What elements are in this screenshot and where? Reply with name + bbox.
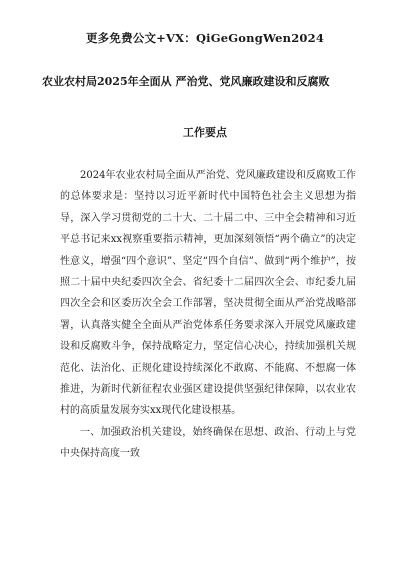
body-paragraph-1: 2024年农业农村局全面从严治党、党风廉政建设和反腐败工作的总体要求是：坚持以习近平新时代中国特色社会主义思想为指导，深入学习贯彻党的二十大、二十届二中、三中全会精神和习近平总书记来xx视察重要指示精神，更加深刻领悟“两个确立”的决定性意义，增强“四个意识”、坚定“四个自信”、做到“两个维护”，按照二十届中央纪委四次全会、省纪委十二届四次全会、市纪委九届四次全会和区委历次全会工作部署，坚决贯彻全面从严治党战略部署，认真落实健全全面从严治党体系任务要求深入开展党风廉政建设和反腐败斗争，保持战略定力，坚定信心决心，持续加强机关规范化、法治化、正规化建设持续深化不敢腐、不能腐、不想腐一体推进，为新时代新征程农业强区建设提供坚强纪律保障，以农业农村的高质量发展夯实xx现代化建设根基。 <box>60 170 356 417</box>
body-paragraph-2: 一、加强政治机关建设，始终确保在思想、政治、行动上与党中央保持高度一致 <box>60 426 356 460</box>
document-title-line-2: 工作要点 <box>183 126 227 139</box>
document-title-line-1: 农业农村局2025年全面从 严治党、党风廉政建设和反腐败 <box>42 75 330 88</box>
promo-header: 更多免费公文+VX：QiGeGongWen2024 <box>85 31 325 45</box>
document-body <box>60 165 356 465</box>
